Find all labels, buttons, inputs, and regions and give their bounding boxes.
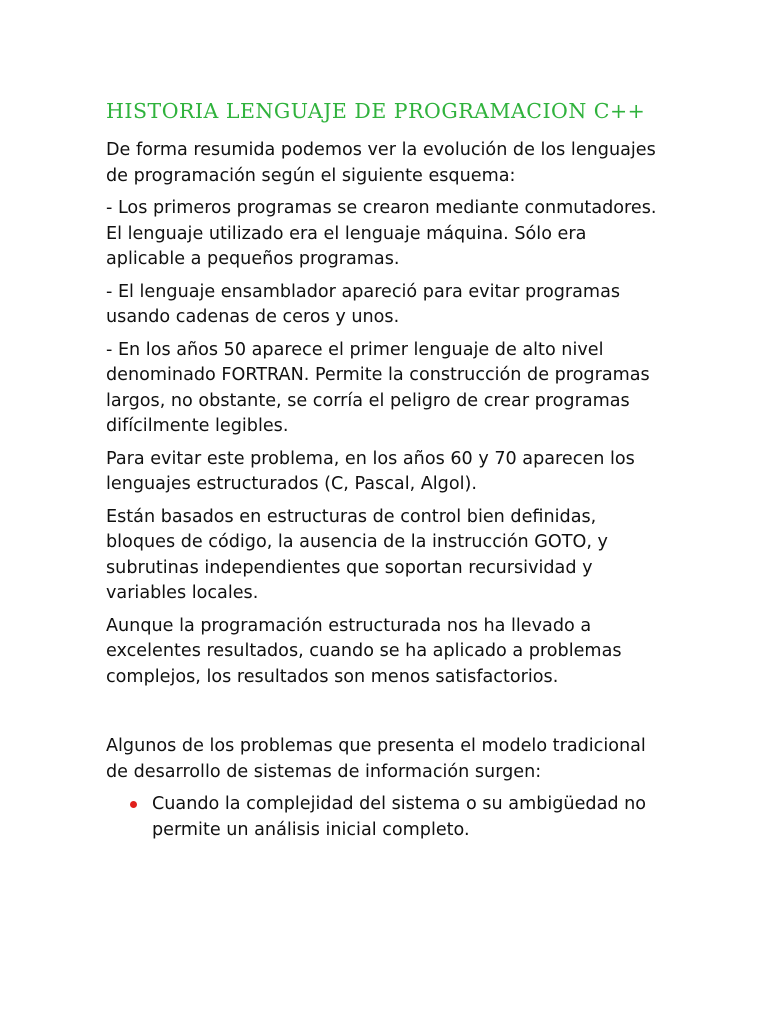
paragraph-ensamblador: - El lenguaje ensamblador apareció para evitar programas usando cadenas de ceros y unos. (106, 281, 621, 327)
paragraph-estructuras-control: Están basados en estructuras de control bien definidas, bloques de código, la ausencia de la instrucción GOTO, y subrutinas independientes que soportan recursividad y variables locales. (106, 506, 608, 603)
paragraph-fortran: - En los años 50 aparece el primer lenguaje de alto nivel denominado FORTRAN. Permite la construcción de programas largos, no obstante, se corría el peligro de crear programas difícilmente legibles. (106, 339, 650, 436)
document-title: HISTORIA LENGUAJE DE PROGRAMACION C++ (106, 99, 646, 123)
paragraph-problemas: Algunos de los problemas que presenta el modelo tradicional de desarrollo de sistemas de información surgen: (106, 736, 646, 782)
paragraph-conmutadores: - Los primeros programas se crearon mediante conmutadores. El lenguaje utilizado era el lenguaje máquina. Sólo era aplicable a pequeños programas. (106, 198, 657, 269)
bullet-list (106, 792, 666, 843)
list-item (152, 792, 666, 843)
list-item-text: Cuando la complejidad del sistema o su ambigüedad no permite un análisis inicial completo. (152, 794, 647, 840)
bullet-dot-icon (130, 801, 137, 808)
paragraph-intro: De forma resumida podemos ver la evolución de los lenguajes de programación según el siguiente esquema: (106, 140, 656, 186)
paragraph-estructurados: Para evitar este problema, en los años 60 y 70 aparecen los lenguajes estructurados (C, Pascal, Algol). (106, 448, 635, 494)
document-page (106, 96, 666, 843)
paragraph-resultados: Aunque la programación estructurada nos ha llevado a excelentes resultados, cuando se ha aplicado a problemas complejos, los resultados son menos satisfactorios. (106, 615, 622, 687)
